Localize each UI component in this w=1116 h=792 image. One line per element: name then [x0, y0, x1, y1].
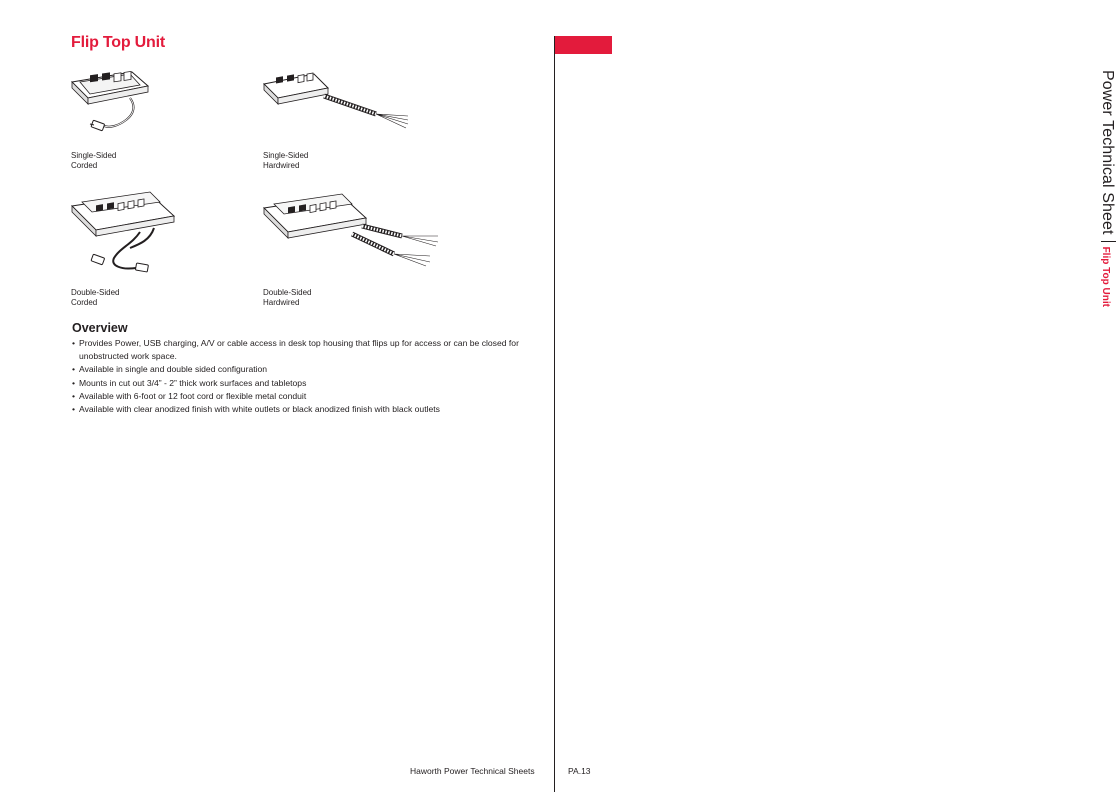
single-sided-corded-image [70, 62, 150, 142]
sidebar-label [1096, 70, 1116, 370]
accent-tab [555, 36, 612, 54]
double-sided-corded-image [70, 188, 180, 278]
sidebar-title: Power Technical Sheet [1099, 70, 1116, 235]
product-variant-label: Hardwired [263, 298, 300, 307]
overview-bullet-list [72, 337, 550, 416]
sidebar-subtitle: Flip Top Unit [1100, 246, 1111, 307]
double-sided-hardwired-image [262, 190, 442, 275]
product-type-label: Double-Sided [71, 288, 120, 297]
product-variant-label: Hardwired [263, 161, 300, 170]
product-type-label: Double-Sided [263, 288, 312, 297]
page-number: PA.13 [568, 766, 591, 776]
page-title: Flip Top Unit [71, 34, 165, 51]
product-caption [71, 151, 116, 171]
overview-bullet: • Available with clear anodized finish with white outlets or black anodized finish with black outlets [72, 403, 550, 416]
footer-text: Haworth Power Technical Sheets [410, 766, 535, 776]
overview-bullet: • Mounts in cut out 3/4” - 2” thick work surfaces and tabletops [72, 377, 550, 390]
product-caption [263, 288, 311, 308]
product-variant-label: Corded [71, 298, 98, 307]
single-sided-hardwired-image [262, 66, 412, 136]
overview-bullet: • Available in single and double sided configuration [72, 363, 550, 376]
product-type-label: Single-Sided [263, 151, 309, 160]
sidebar-divider [554, 36, 555, 792]
sidebar-separator [1101, 241, 1116, 242]
overview-heading: Overview [72, 321, 128, 335]
overview-bullet: • Available with 6-foot or 12 foot cord or flexible metal conduit [72, 390, 550, 403]
product-caption [263, 151, 308, 171]
product-type-label: Single-Sided [71, 151, 117, 160]
overview-bullet: • Provides Power, USB charging, A/V or cable access in desk top housing that flips up for access or can be closed for unobstructed work space. [72, 337, 550, 363]
product-variant-label: Corded [71, 161, 98, 170]
product-caption [71, 288, 119, 308]
